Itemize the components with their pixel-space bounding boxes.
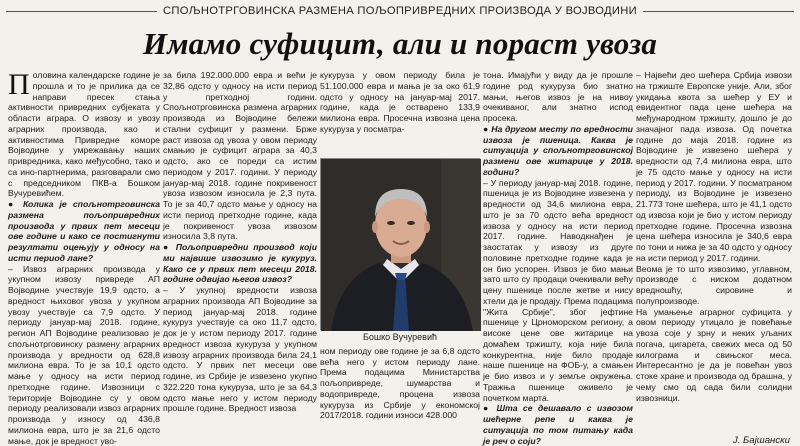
section-kicker: СПОЉНОТРГОВИНСКА РАЗМЕНА ПОЉОПРИВРЕДНИХ ПРОИЗВОДА У ВОЈВОДИНИ [163, 5, 637, 17]
kicker-rule-right [643, 11, 794, 12]
column-1 [8, 70, 160, 446]
portrait-photo [320, 158, 480, 330]
column-4 [483, 70, 633, 446]
interview-question: ● Шта се дешавало с извозом шећерне репе и каква је ситуација по том питању када је реч о соји? [483, 403, 633, 446]
paragraph: ном периоду ове године је за 6,8 одсто већа него у истом периоду лане. Према подацима Министарства пољопривреде, шумарства и водопривреде, процена извоза кукуруза из Србије у економској 2017/2018. години износи 428.000 [320, 346, 480, 421]
paragraph: кукуруза у овом периоду била је 51.100.000 евра и мања је за око 61,9 одсто у односу на јануар-мај 2017. године, када је остварено 133,9 милиона евра. Просечна извозна цена кукуруза у посматра- [320, 70, 480, 135]
article-headline: Имамо суфицит, али и пораст увоза [0, 26, 800, 62]
column-3-bottom-text [320, 346, 480, 421]
column-4-text [483, 70, 633, 446]
column-1-text [8, 70, 160, 446]
column-2 [163, 70, 317, 446]
portrait-illustration [321, 159, 481, 331]
paragraph: за била 192.000.000 евра и већи је 32,86 одсто у односу на исти период у претходној години. Спољнотрговинска размена аграрних производа из Војводине бележи стални суфицит у размени. Брже раст извоза од увоза у овом периоду смањио је суфицит аграра за 40,3 одсто, ако се пореди са истим периодом у 2017. години. У периоду јануар-мај 2018. године покривеност увоза извозом износила је 2,3 пута. То је за 40,7 одсто мање у односу на исти период претходне године, када је покривеност увоза извозом износила 3,8 пута. [163, 70, 317, 242]
paragraph: На умањење аграрног суфицита у овом периоду утицало је повећање увоза соје у зрну и неких уљаних погача, цигарета, свежих меса од 50 килограма и свињског меса. Интересантно је да је повећан увоз стоке хране и производа од брашна, у чему смо од сада били солидни извозници. [636, 307, 792, 404]
interview-question: ● На другом месту по вредности извоза је пшеница. Каква је ситуација у спољнотрговинској размени ове житарице у 2018. години? [483, 124, 633, 178]
article-body [8, 70, 794, 438]
drop-cap: П [8, 72, 30, 97]
paragraph: оловина календарске године је прошла и то је прилика да се направи пресек стања активности привредних субјеката у области аграра. О извозу и увозу аграрних производа, као и активностима Привредне коморе Војводине у умрежавању наших привредника, како међусобно, тако и са ино-партнерима, разговарали смо с председником ПКВ-а Бошком Вучуревићем. [8, 70, 160, 199]
interview-question: ● Пољопривредни производ који ми највише извозимо је кукуруз. Како се у првих пет месеци 2018. године одвијао његов извоз? [163, 242, 317, 285]
column-3-top-text [320, 70, 480, 154]
paragraph: – У укупној вредности извоза аграрних производа АП Војводине за период јануар-мај 2018. године кукуруз учествује са око 11,7 одсто, док је у истом периоду 2017. године вредност извоза кукуруза у укупном извозу аграрних производа била 24,1 одсто. У првих пет месеци ове године, из Србије је извезено укупно 322.220 тона кукуруза, што је за 64,3 одсто мање него у истом периоду прошле године. Вредност извоза [163, 285, 317, 414]
paragraph: – Највећи део шећера Србија извози на тржиште Европске уније. Али, због укидања квота за шећер у ЕУ и евидентног пада цене шећера на међународном тржишту, дошло је до значајног пада извоза. Од почетка године до маја 2018. године из Војводине је извезено шећера у вредности од 7,4 милиона евра, што је 75 одсто мање у односу на исти период у 2017. години. У посматраном периоду, из Војводине је извезено 21.773 тоне шећера, што је 41,1 одсто од извоза који је био у истом периоду претходне године. Просечна извозна цена шећера износила је 340,6 евра по тони и нижа је за 40 одсто у односу на исти период у 2017. години. [636, 70, 792, 264]
paragraph: Веома је то што извозимо, углавном, производе с ниском додатном вредношћу, сировине и полупроизводе. [636, 264, 792, 307]
author-signature: Ј. Бајшански [733, 436, 790, 446]
column-2-text [163, 70, 317, 414]
column-3 [320, 70, 480, 446]
paragraph: тона. Имајући у виду да је прошле године род кукуруза био знатно мањи, његов извоз је на нивоу очекиваног, али знатно испод просека. [483, 70, 633, 124]
interview-question: ● Колика је спољнотрговинска размена пољопривредних производа у првих пет месеци ове године и како се постигнути резултати оцењују у односу на исти период лане? [8, 199, 160, 264]
section-kicker-bar [0, 0, 800, 22]
paragraph: – Извоз аграрних производа у укупном извозу привреде АП Војводине учествује 19,9 одсто, а вредност њиховог увоза у укупном увозу учествује са 7,9 одсто. У периоду јануар-мај 2018. године, регион АП Војводине реализовао је спољнотрговинску размену аграрних производа у вредности од 628,8 милиона евра. То је за 10,1 одсто мање у односу на исти период претходне године. Извозници с територије Војводине су у овом периоду реализовали извоз аграрних производа у износу од 436,8 милиона евра, што је за 21,6 одсто мање, док је вредност уво- [8, 264, 160, 446]
paragraph: – У периоду јануар-мај 2018. године, пшеница је из Војводине извезена у вредности од 34,6 милиона евра, што је за 70 одсто већа вредност извоза у односу на исти период 2017. године. Наводкнађен је заостатак у извозу из друге половине претходне године када је он био успорен. Извоз је био мањи зато што су продаци очекивали већу цену пшенице после жетве и нису хтели да је продају. Према подацима "Жита Србије", због јефтине пшенице у Црноморском региону, а високе цене ове житарице на домаћем тржишту, која није била конкурентна, није било продаје наше пшенице на ФОБ-у, а смањен је био извоз и у земље окружења. Тражња пшенице оживело је почетком марта. [483, 178, 633, 404]
column-5 [636, 70, 792, 446]
column-5-text [636, 70, 792, 403]
photo-caption: Бошко Вучуревић [320, 332, 480, 343]
kicker-rule-left [6, 11, 157, 12]
